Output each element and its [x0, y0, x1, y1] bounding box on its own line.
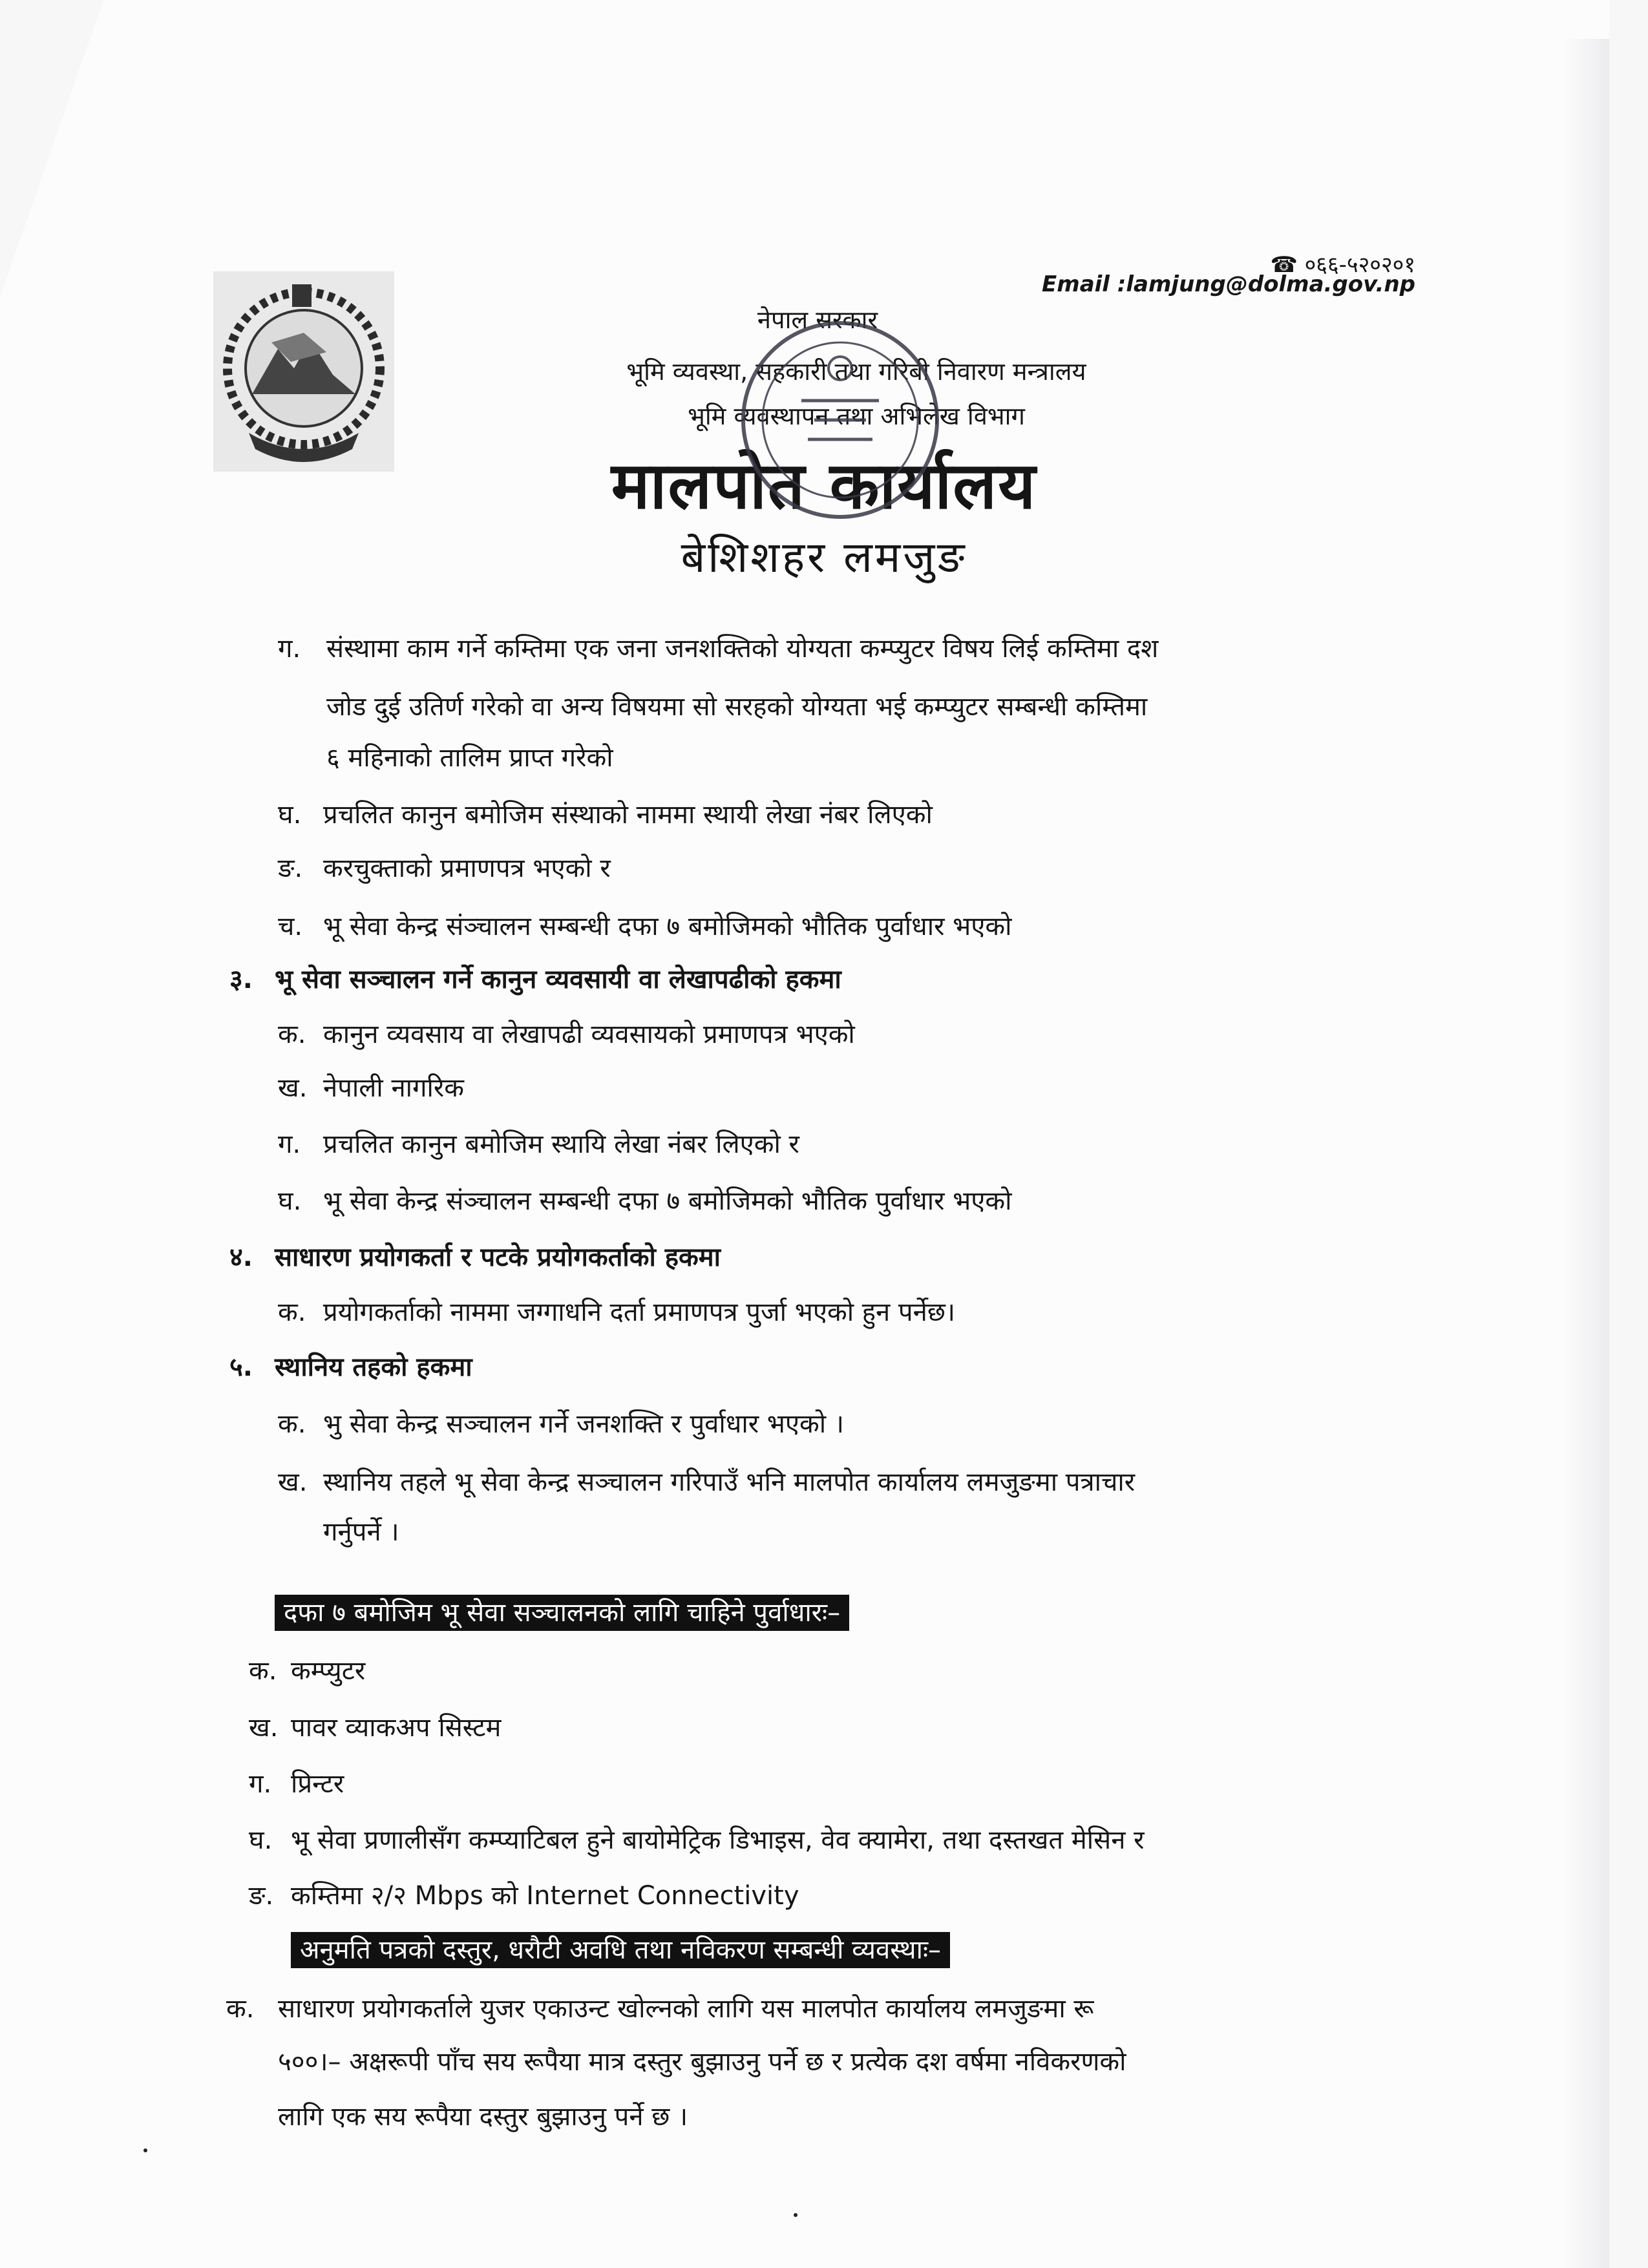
item-label: ग.	[278, 1129, 301, 1159]
fee-item-k-line2: ५००।– अक्षरूपी पाँच सय रूपैया मात्र दस्तुर बुझाउनु पर्ने छ र प्रत्येक दश वर्षमा नविकरणको	[278, 2047, 1126, 2077]
item-label: क.	[278, 1409, 306, 1439]
item-label: क.	[278, 1020, 306, 1049]
item-g-line3: ६ महिनाको तालिम प्राप्त गरेको	[326, 743, 613, 773]
phone-number: ☎ ०६६-५२०२०१	[1270, 252, 1415, 278]
item-label: घ.	[249, 1825, 273, 1855]
office-location: बेशिशहर लमजुङ	[681, 532, 967, 582]
item-text: भू सेवा केन्द्र संञ्चालन सम्बन्धी दफा ७ बमोजिमको भौतिक पुर्वाधार भएको	[323, 1186, 1012, 1216]
ministry-name: भूमि व्यवस्था, सहकारी तथा गरिबी निवारण मन्त्रालय	[626, 357, 1086, 386]
item-text: पावर व्याकअप सिस्टम	[291, 1713, 502, 1743]
item-text: स्थानिय तहले भू सेवा केन्द्र सञ्चालन गरिपाउँ भनि मालपोत कार्यालय लमजुङमा पत्राचार	[323, 1467, 1136, 1497]
item-label: घ.	[278, 1186, 302, 1216]
item-text: भू सेवा प्रणालीसँग कम्प्याटिबल हुने बायोमेट्रिक डिभाइस, वेव क्यामेरा, तथा दस्तखत मेसिन र	[291, 1825, 1145, 1855]
item-text: प्रयोगकर्ताको नाममा जग्गाधनि दर्ता प्रमाणपत्र पुर्जा भएको हुन पर्नेछ।	[323, 1297, 956, 1327]
item-text: कम्तिमा २/२ Mbps को Internet Connectivity	[291, 1881, 799, 1911]
item-g-line2: जोड दुई उतिर्ण गरेको वा अन्य विषयमा सो सरहको योग्यता भई कम्प्युटर सम्बन्धी कम्तिमा	[326, 692, 1148, 722]
department-name: भूमि व्यवस्थापन तथा अभिलेख विभाग	[688, 402, 1025, 430]
section-number: ५.	[229, 1352, 253, 1382]
item-label: ख.	[249, 1713, 279, 1743]
s5-item-kh-line2: गर्नुपर्ने ।	[323, 1517, 399, 1547]
item-label: ङ.	[249, 1881, 274, 1911]
item-text: नेपाली नागरिक	[323, 1073, 464, 1103]
item-text: करचुक्ताको प्रमाणपत्र भएको र	[323, 854, 611, 883]
item-text: प्रिन्टर	[291, 1769, 344, 1799]
item-label: ङ.	[278, 854, 303, 883]
section-number: ३.	[229, 965, 253, 994]
item-label: ग.	[249, 1769, 272, 1799]
item-label: ख.	[278, 1073, 308, 1103]
item-label: क.	[226, 1994, 255, 2024]
section-title: साधारण प्रयोगकर्ता र पटके प्रयोगकर्ताको हकमा	[275, 1243, 721, 1272]
infrastructure-heading: दफा ७ बमोजिम भू सेवा सञ्चालनको लागि चाहिने पुर्वाधारः–	[275, 1595, 849, 1631]
item-label: ख.	[278, 1467, 308, 1497]
office-stamp	[724, 304, 956, 536]
item-text: संस्थामा काम गर्ने कम्तिमा एक जना जनशक्तिको योग्यता कम्प्युटर विषय लिई कम्तिमा दश	[326, 634, 1159, 664]
item-text: भू सेवा केन्द्र संञ्चालन सम्बन्धी दफा ७ बमोजिमको भौतिक पुर्वाधार भएको	[323, 912, 1012, 941]
item-label: क.	[278, 1297, 306, 1327]
office-title: मालपोत कार्यालय	[611, 447, 1037, 523]
section-title: स्थानिय तहको हकमा	[275, 1352, 472, 1382]
item-label: ग.	[278, 634, 301, 664]
item-text: साधारण प्रयोगकर्ताले युजर एकाउन्ट खोल्नको लागि यस मालपोत कार्यालय लमजुङमा रू	[278, 1994, 1094, 2024]
item-label: घ.	[278, 800, 302, 830]
fee-heading: अनुमति पत्रको दस्तुर, धरौटी अवधि तथा नविकरण सम्बन्धी व्यवस्थाः–	[291, 1932, 950, 1968]
speck	[794, 2213, 798, 2217]
item-text: प्रचलित कानुन बमोजिम संस्थाको नाममा स्थायी लेखा नंबर लिएको	[323, 800, 933, 830]
item-text: कानुन व्यवसाय वा लेखापढी व्यवसायको प्रमाणपत्र भएको	[323, 1020, 855, 1049]
email-address: Email :lamjung@dolma.gov.np	[1042, 271, 1415, 297]
item-text: भु सेवा केन्द्र सञ्चालन गर्ने जनशक्ति र पुर्वाधार भएको ।	[323, 1409, 844, 1439]
fee-item-k-line3: लागि एक सय रूपैया दस्तुर बुझाउनु पर्ने छ ।	[278, 2102, 688, 2132]
section-number: ४.	[229, 1243, 253, 1272]
item-label: च.	[278, 912, 303, 941]
speck	[143, 2148, 147, 2152]
item-label: क.	[249, 1656, 277, 1686]
item-text: कम्प्युटर	[291, 1656, 366, 1686]
item-text: प्रचलित कानुन बमोजिम स्थायि लेखा नंबर लिएको र	[323, 1129, 799, 1159]
section-title: भू सेवा सञ्चालन गर्ने कानुन व्यवसायी वा लेखापढीको हकमा	[275, 965, 841, 994]
government-name: नेपाल सरकार	[757, 306, 878, 334]
